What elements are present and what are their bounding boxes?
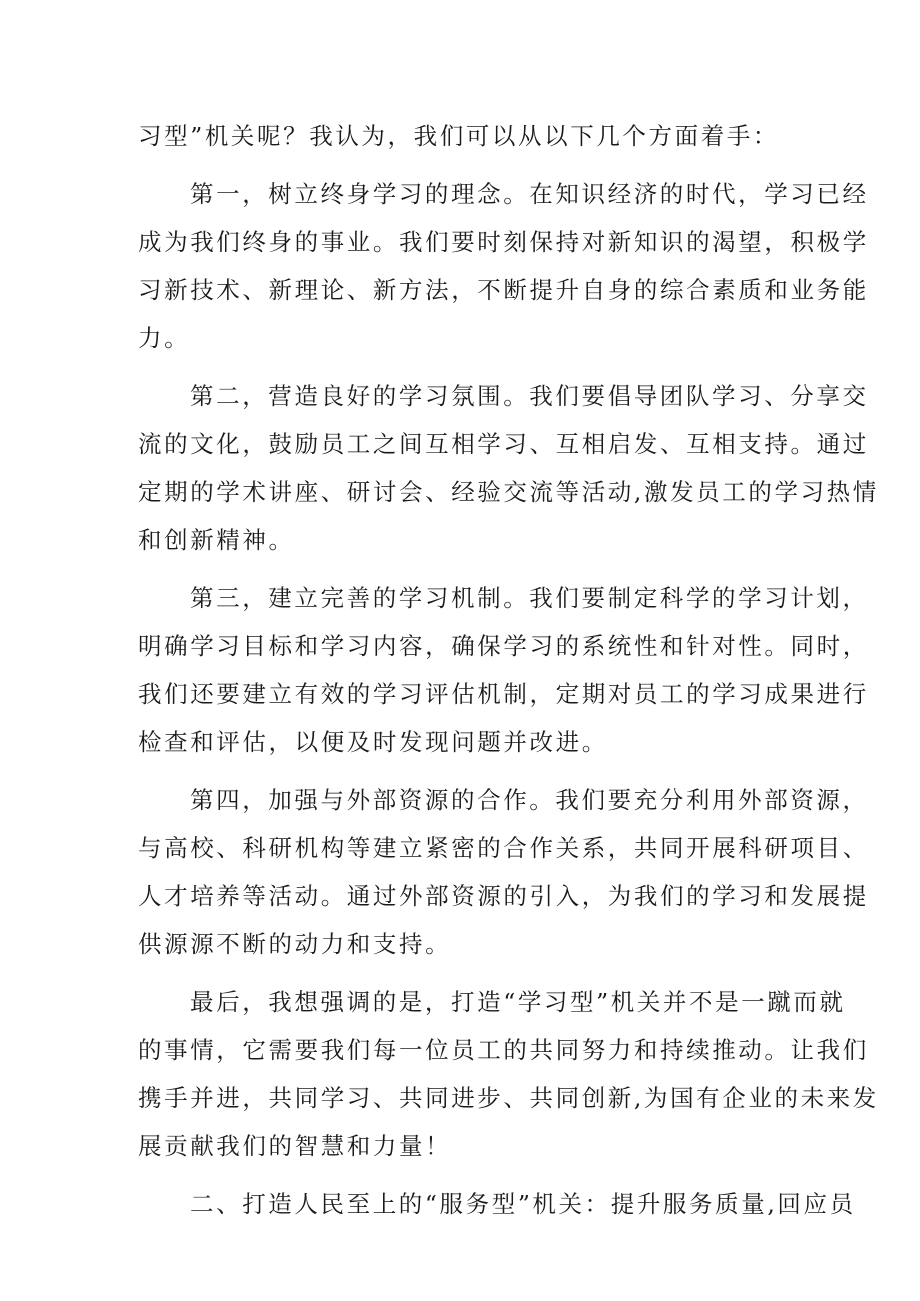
paragraph-5-line-1: 最后，我想强调的是，打造“学习型”机关并不是一蹴而就 [190, 988, 846, 1016]
paragraph-3-line-2: 明确学习目标和学习内容，确保学习的系统性和针对性。同时， [138, 632, 869, 660]
paragraph-1-line-3: 习新技术、新理论、新方法，不断提升自身的综合素质和业务能 [138, 276, 869, 304]
paragraph-2-line-4: 和创新精神。 [138, 526, 295, 554]
document-body [138, 112, 879, 1228]
paragraph-4-line-3: 人才培养等活动。通过外部资源的引入，为我们的学习和发展提 [138, 882, 869, 910]
paragraph-1-line-4: 力。 [138, 324, 191, 352]
paragraph-2-line-2: 流的文化，鼓励员工之间互相学习、互相启发、互相支持。通过 [138, 430, 869, 458]
paragraph-4-line-1: 第四，加强与外部资源的合作。我们要充分利用外部资源， [190, 786, 869, 814]
text-line-1: 习型”机关呢？我认为，我们可以从以下几个方面着手： [138, 122, 780, 150]
paragraph-2-line-1: 第二，营造良好的学习氛围。我们要倡导团队学习、分享交 [190, 382, 869, 410]
paragraph-4-line-4: 供源源不断的动力和支持。 [138, 930, 452, 958]
paragraph-5-line-3: 携手并进，共同学习、共同进步、共同创新,为国有企业的未来发 [138, 1084, 879, 1112]
paragraph-2-line-3: 定期的学术讲座、研讨会、经验交流等活动,激发员工的学习热情 [138, 478, 879, 506]
paragraph-4-line-2: 与高校、科研机构等建立紧密的合作关系，共同开展科研项目、 [138, 834, 869, 862]
paragraph-5-line-2: 的事情，它需要我们每一位员工的共同努力和持续推动。让我们 [138, 1036, 869, 1064]
paragraph-5-line-4: 展贡献我们的智慧和力量！ [138, 1132, 452, 1160]
section-heading-service: 二、打造人民至上的“服务型”机关：提升服务质量,回应员 [190, 1190, 856, 1218]
paragraph-3-line-4: 检查和评估，以便及时发现问题并改进。 [138, 728, 608, 756]
paragraph-3-line-1: 第三，建立完善的学习机制。我们要制定科学的学习计划， [190, 584, 869, 612]
paragraph-1-line-2: 成为我们终身的事业。我们要时刻保持对新知识的渴望，积极学 [138, 228, 869, 256]
paragraph-1-line-1: 第一，树立终身学习的理念。在知识经济的时代，学习已经 [190, 180, 869, 208]
paragraph-3-line-3: 我们还要建立有效的学习评估机制，定期对员工的学习成果进行 [138, 680, 869, 708]
